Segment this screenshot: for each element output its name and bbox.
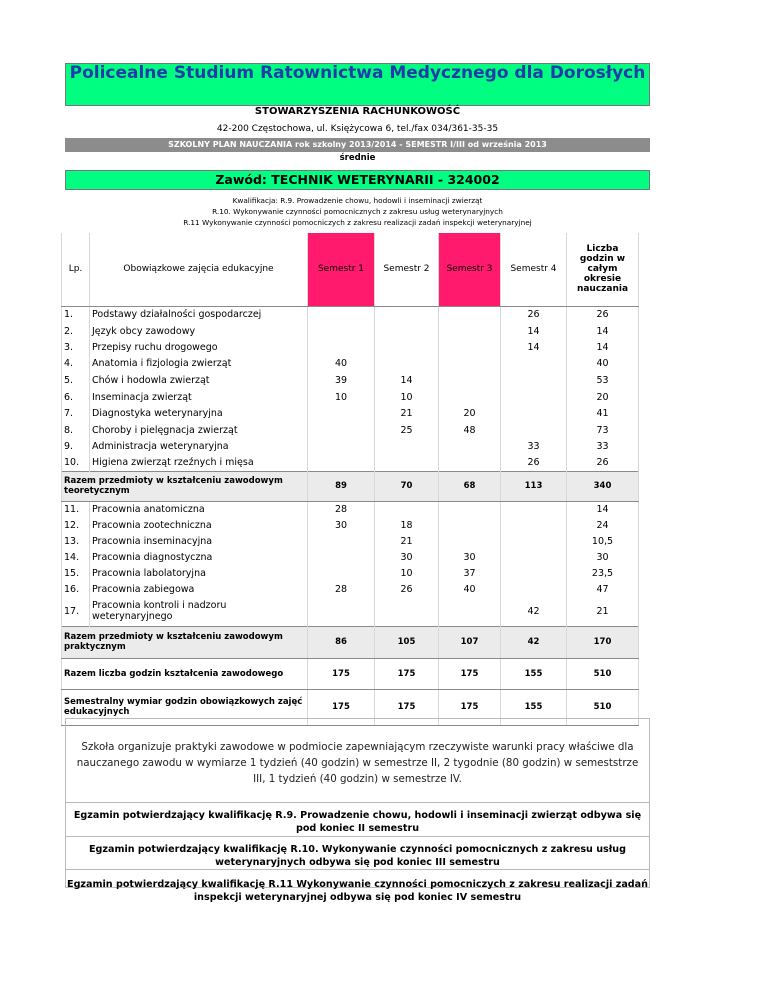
row-semester-1: 30	[308, 517, 375, 533]
summary-total: 170	[567, 626, 639, 658]
row-lp: 16.	[62, 581, 90, 597]
row-total: 26	[567, 455, 639, 471]
row-lp: 12.	[62, 517, 90, 533]
row-semester-2: 26	[375, 581, 439, 597]
exam-note: Egzamin potwierdzający kwalifikację R.11 Wykonywanie czynności pomocniczych z zakresu realizacji zadań inspekcji weterynaryjnej odbywa się pod koniec IV semestru	[66, 869, 649, 907]
row-semester-4	[501, 533, 567, 549]
row-semester-1	[308, 339, 375, 355]
row-semester-1: 28	[308, 581, 375, 597]
table-row	[62, 405, 639, 422]
organization-name: STOWARZYSZENIA RACHUNKOWOŚĆ	[254, 106, 461, 117]
col-header-semester-2: Semestr 2	[375, 233, 439, 306]
row-semester-3: 37	[439, 565, 501, 581]
row-lp: 13.	[62, 533, 90, 549]
summary-row	[62, 626, 639, 658]
row-semester-2: 21	[375, 533, 439, 549]
table-row	[62, 339, 639, 355]
row-subject: Język obcy zawodowy	[90, 323, 308, 339]
row-subject: Choroby i pielęgnacja zwierząt	[90, 422, 308, 438]
row-semester-1	[308, 306, 375, 323]
row-semester-1	[308, 549, 375, 565]
row-semester-3	[439, 597, 501, 626]
row-semester-3	[439, 323, 501, 339]
summary-row	[62, 471, 639, 501]
row-semester-3	[439, 533, 501, 549]
row-semester-4	[501, 372, 567, 389]
row-lp: 7.	[62, 405, 90, 422]
summary-total: 510	[567, 658, 639, 689]
row-total: 53	[567, 372, 639, 389]
summary-total: 340	[567, 471, 639, 501]
row-semester-2	[375, 501, 439, 517]
row-semester-4	[501, 389, 567, 405]
row-semester-2	[375, 355, 439, 372]
internship-note: Szkoła organizuje praktyki zawodowe w podmiocie zapewniającym rzeczywiste warunki pracy właściwe dla nauczanego zawodu w wymiarze 1 tydzień (40 godzin) w semestrze II, 2 tygodnie (80 godzin) w semeststrze III, 1 tydzień (40 godzin) w semestrze IV.	[76, 741, 639, 785]
row-semester-1	[308, 597, 375, 626]
row-total: 21	[567, 597, 639, 626]
row-semester-3: 48	[439, 422, 501, 438]
row-subject: Diagnostyka weterynaryjna	[90, 405, 308, 422]
summary-label: Razem przedmioty w kształceniu zawodowym teoretycznym	[62, 471, 308, 501]
table-row	[62, 306, 639, 323]
summary-s2: 70	[375, 471, 439, 501]
summary-s2: 175	[375, 689, 439, 725]
row-subject: Pracownia zootechniczna	[90, 517, 308, 533]
summary-s3: 107	[439, 626, 501, 658]
exam-note: Egzamin potwierdzający kwalifikację R.9. Prowadzenie chowu, hodowli i inseminacji zwierząt odbywa się pod koniec II semestru	[66, 802, 649, 836]
row-total: 47	[567, 581, 639, 597]
row-semester-2: 14	[375, 372, 439, 389]
row-semester-3	[439, 355, 501, 372]
row-subject: Higiena zwierząt rzeźnych i mięsa	[90, 455, 308, 471]
table-row	[62, 517, 639, 533]
row-subject: Przepisy ruchu drogowego	[90, 339, 308, 355]
col-header-total: Liczba godzin w całym okresie nauczania	[567, 233, 639, 306]
row-total: 40	[567, 355, 639, 372]
row-total: 10,5	[567, 533, 639, 549]
row-lp: 1.	[62, 306, 90, 323]
col-header-semester-1: Semestr 1	[308, 233, 375, 306]
row-semester-3: 30	[439, 549, 501, 565]
row-total: 30	[567, 549, 639, 565]
row-semester-4: 14	[501, 339, 567, 355]
row-lp: 4.	[62, 355, 90, 372]
page-title: Policealne Studium Ratownictwa Medycznego dla Dorosłych	[65, 63, 650, 106]
row-total: 14	[567, 339, 639, 355]
table-row	[62, 581, 639, 597]
row-lp: 5.	[62, 372, 90, 389]
row-semester-2: 18	[375, 517, 439, 533]
row-semester-2: 10	[375, 565, 439, 581]
row-total: 24	[567, 517, 639, 533]
row-total: 33	[567, 438, 639, 455]
row-lp: 8.	[62, 422, 90, 438]
address: 42-200 Częstochowa, ul. Księżycowa 6, tel./fax 034/361-35-35	[216, 124, 499, 134]
table-row	[62, 422, 639, 438]
plan-title-bar: SZKOLNY PLAN NAUCZANIA rok szkolny 2013/2014 - SEMESTR I/III od września 2013	[65, 138, 650, 152]
row-semester-4	[501, 517, 567, 533]
summary-s1: 175	[308, 689, 375, 725]
row-semester-2: 10	[375, 389, 439, 405]
row-semester-1: 28	[308, 501, 375, 517]
row-semester-1: 10	[308, 389, 375, 405]
row-semester-2	[375, 323, 439, 339]
row-semester-4	[501, 405, 567, 422]
row-semester-2: 25	[375, 422, 439, 438]
col-header-subject: Obowiązkowe zajęcia edukacyjne	[90, 233, 308, 306]
row-subject: Podstawy działalności gospodarczej	[90, 306, 308, 323]
summary-s2: 105	[375, 626, 439, 658]
row-total: 20	[567, 389, 639, 405]
row-semester-4	[501, 422, 567, 438]
row-lp: 2.	[62, 323, 90, 339]
table-row	[62, 533, 639, 549]
curriculum-table-body	[62, 233, 639, 725]
row-semester-4: 26	[501, 306, 567, 323]
row-semester-3	[439, 306, 501, 323]
row-semester-1	[308, 422, 375, 438]
row-semester-4: 42	[501, 597, 567, 626]
row-semester-1	[308, 565, 375, 581]
row-semester-3: 20	[439, 405, 501, 422]
row-semester-3	[439, 517, 501, 533]
row-total: 26	[567, 306, 639, 323]
row-lp: 10.	[62, 455, 90, 471]
row-subject: Pracownia inseminacyjna	[90, 533, 308, 549]
row-semester-3	[439, 389, 501, 405]
table-row	[62, 323, 639, 339]
summary-label: Razem liczba godzin kształcenia zawodowego	[62, 658, 308, 689]
row-total: 14	[567, 501, 639, 517]
row-semester-4	[501, 355, 567, 372]
col-header-lp: Lp.	[62, 233, 90, 306]
row-lp: 14.	[62, 549, 90, 565]
row-semester-4: 33	[501, 438, 567, 455]
row-total: 23,5	[567, 565, 639, 581]
row-semester-1	[308, 323, 375, 339]
row-semester-1	[308, 455, 375, 471]
row-semester-2: 21	[375, 405, 439, 422]
row-semester-4: 14	[501, 323, 567, 339]
row-semester-4: 26	[501, 455, 567, 471]
row-semester-1	[308, 438, 375, 455]
row-lp: 11.	[62, 501, 90, 517]
row-semester-3	[439, 372, 501, 389]
table-row	[62, 355, 639, 372]
row-semester-3	[439, 455, 501, 471]
qualification-line: Kwalifikacja: R.9. Prowadzenie chowu, hodowli i inseminacji zwierząt	[232, 196, 483, 205]
row-semester-2: 30	[375, 549, 439, 565]
summary-s1: 89	[308, 471, 375, 501]
table-row	[62, 549, 639, 565]
qualification-line: R.10. Wykonywanie czynności pomocnicznych z zakresu usług weterynaryjnych	[212, 207, 503, 216]
row-semester-2	[375, 306, 439, 323]
table-header-row	[62, 233, 639, 306]
row-semester-1	[308, 405, 375, 422]
profession-banner: Zawód: TECHNIK WETERYNARII - 324002	[65, 170, 650, 190]
row-total: 14	[567, 323, 639, 339]
curriculum-table	[61, 233, 639, 726]
row-subject: Administracja weterynaryjna	[90, 438, 308, 455]
summary-s3: 68	[439, 471, 501, 501]
summary-row	[62, 658, 639, 689]
summary-s4: 155	[501, 658, 567, 689]
average-label: średnie	[339, 153, 376, 163]
row-semester-3	[439, 438, 501, 455]
table-row	[62, 389, 639, 405]
row-semester-3	[439, 339, 501, 355]
row-subject: Pracownia kontroli i nadzoru weterynaryjnego	[90, 597, 308, 626]
row-semester-4	[501, 501, 567, 517]
table-row	[62, 565, 639, 581]
table-row	[62, 597, 639, 626]
summary-s2: 175	[375, 658, 439, 689]
summary-s4: 42	[501, 626, 567, 658]
row-subject: Inseminacja zwierząt	[90, 389, 308, 405]
row-subject: Pracownia anatomiczna	[90, 501, 308, 517]
row-semester-1: 40	[308, 355, 375, 372]
row-subject: Pracownia zabiegowa	[90, 581, 308, 597]
table-row	[62, 372, 639, 389]
summary-s3: 175	[439, 689, 501, 725]
row-semester-4	[501, 549, 567, 565]
summary-label: Semestralny wymiar godzin obowiązkowych zajęć edukacyjnych	[62, 689, 308, 725]
summary-s4: 155	[501, 689, 567, 725]
table-row	[62, 501, 639, 517]
summary-s3: 175	[439, 658, 501, 689]
summary-total: 510	[567, 689, 639, 725]
row-semester-2	[375, 339, 439, 355]
row-semester-1	[308, 533, 375, 549]
row-lp: 17.	[62, 597, 90, 626]
row-semester-3	[439, 501, 501, 517]
summary-s1: 86	[308, 626, 375, 658]
table-row	[62, 455, 639, 471]
row-semester-4	[501, 565, 567, 581]
exam-note: Egzamin potwierdzający kwalifikację R.10. Wykonywanie czynności pomocnicznych z zakresu usług weterynaryjnych odbywa się pod koniec III semestru	[66, 836, 649, 869]
row-semester-2	[375, 438, 439, 455]
row-semester-4	[501, 581, 567, 597]
summary-label: Razem przedmioty w kształceniu zawodowym praktycznym	[62, 626, 308, 658]
row-lp: 9.	[62, 438, 90, 455]
col-header-semester-4: Semestr 4	[501, 233, 567, 306]
row-semester-1: 39	[308, 372, 375, 389]
summary-s4: 113	[501, 471, 567, 501]
row-semester-3: 40	[439, 581, 501, 597]
row-subject: Anatomia i fizjologia zwierząt	[90, 355, 308, 372]
row-subject: Chów i hodowla zwierząt	[90, 372, 308, 389]
col-header-semester-3: Semestr 3	[439, 233, 501, 306]
row-subject: Pracownia diagnostyczna	[90, 549, 308, 565]
row-total: 73	[567, 422, 639, 438]
row-semester-2	[375, 597, 439, 626]
summary-s1: 175	[308, 658, 375, 689]
qualification-line: R.11 Wykonywanie czynności pomocniczych z zakresu realizacji zadań inspekcji weterynaryjnej	[183, 218, 532, 227]
row-lp: 6.	[62, 389, 90, 405]
row-semester-2	[375, 455, 439, 471]
row-lp: 3.	[62, 339, 90, 355]
row-total: 41	[567, 405, 639, 422]
row-subject: Pracownia labolatoryjna	[90, 565, 308, 581]
table-row	[62, 438, 639, 455]
row-lp: 15.	[62, 565, 90, 581]
footer-box	[65, 718, 650, 903]
